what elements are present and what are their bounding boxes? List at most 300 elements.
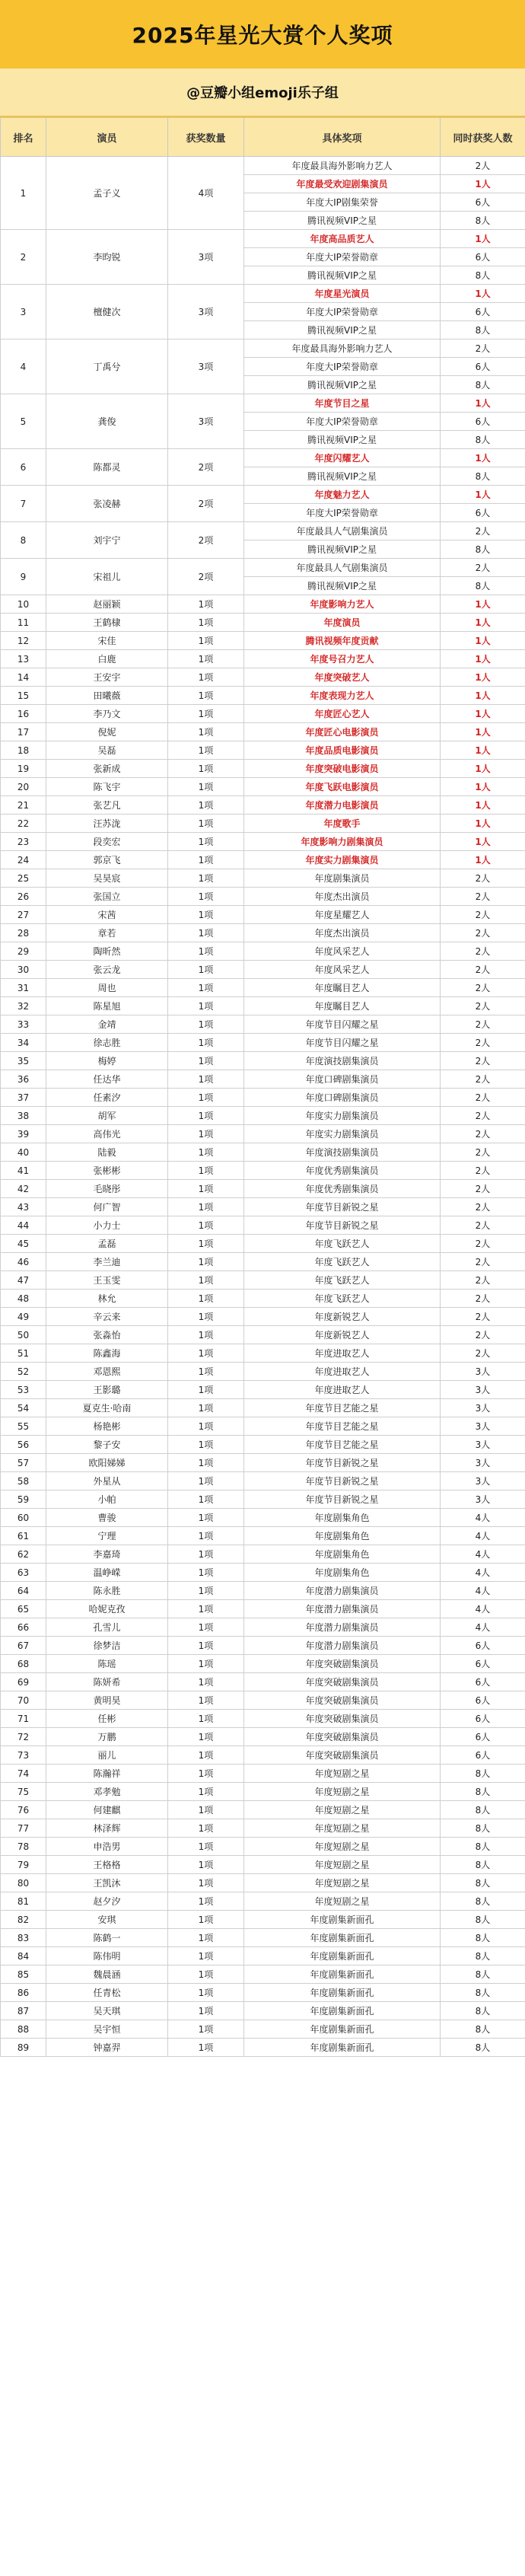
- table-row: [1, 1856, 525, 1874]
- table-row: [1, 1911, 525, 1929]
- award-cell: 腾讯视频VIP之星: [244, 266, 441, 285]
- cowinner-count-cell: 8人: [441, 376, 525, 394]
- award-cell: 年度剧集新面孔: [244, 2002, 441, 2020]
- cowinner-count-cell: 1人: [441, 614, 525, 632]
- actor-cell: 梅婷: [46, 1052, 168, 1070]
- table-row: [1, 449, 525, 467]
- actor-cell: 李嘉琦: [46, 1545, 168, 1564]
- rank-cell: 36: [1, 1070, 46, 1089]
- table-row: [1, 705, 525, 723]
- rank-cell: 43: [1, 1198, 46, 1216]
- actor-cell: 杨艳彬: [46, 1417, 168, 1436]
- table-row: [1, 1344, 525, 1363]
- actor-cell: 小力士: [46, 1216, 168, 1235]
- cowinner-count-cell: 8人: [441, 2020, 525, 2039]
- count-cell: 1项: [168, 1271, 244, 1290]
- rank-cell: 37: [1, 1089, 46, 1107]
- award-cell: 年度突破电影演员: [244, 760, 441, 778]
- cowinner-count-cell: 2人: [441, 1125, 525, 1143]
- table-row: [1, 778, 525, 796]
- table-row: [1, 1472, 525, 1490]
- table-row: [1, 595, 525, 614]
- rank-cell: 84: [1, 1947, 46, 1965]
- table-row: [1, 1965, 525, 1984]
- award-cell: 年度口碑剧集演员: [244, 1070, 441, 1089]
- rank-cell: 25: [1, 869, 46, 888]
- award-cell: 腾讯视频VIP之星: [244, 212, 441, 230]
- actor-cell: 钟嘉羿: [46, 2039, 168, 2057]
- cowinner-count-cell: 8人: [441, 1856, 525, 1874]
- count-cell: 1项: [168, 1216, 244, 1235]
- actor-cell: 周也: [46, 979, 168, 997]
- award-cell: 年度节目之星: [244, 394, 441, 413]
- actor-cell: 郭京飞: [46, 851, 168, 869]
- table-row: [1, 723, 525, 741]
- actor-cell: 邓孝勉: [46, 1783, 168, 1801]
- count-cell: 1项: [168, 1180, 244, 1198]
- table-row: [1, 869, 525, 888]
- rank-cell: 72: [1, 1728, 46, 1746]
- cowinner-count-cell: 2人: [441, 1089, 525, 1107]
- table-row: [1, 760, 525, 778]
- award-cell: 年度最具海外影响力艺人: [244, 157, 441, 175]
- award-cell: 年度潜力电影演员: [244, 796, 441, 815]
- cowinner-count-cell: 6人: [441, 303, 525, 321]
- actor-cell: 何广智: [46, 1198, 168, 1216]
- table-row: [1, 961, 525, 979]
- count-cell: 1项: [168, 1417, 244, 1436]
- table-row: [1, 1308, 525, 1326]
- actor-cell: 张国立: [46, 888, 168, 906]
- actor-cell: 黄明昊: [46, 1691, 168, 1710]
- rank-cell: 47: [1, 1271, 46, 1290]
- award-cell: 年度潜力剧集演员: [244, 1582, 441, 1600]
- actor-cell: 孟子义: [46, 157, 168, 230]
- count-cell: 1项: [168, 833, 244, 851]
- award-cell: 年度进取艺人: [244, 1381, 441, 1399]
- actor-cell: 徐梦洁: [46, 1637, 168, 1655]
- table-row: [1, 1417, 525, 1436]
- count-cell: 1项: [168, 1472, 244, 1490]
- cowinner-count-cell: 8人: [441, 1801, 525, 1819]
- rank-cell: 44: [1, 1216, 46, 1235]
- rank-cell: 1: [1, 157, 46, 230]
- cowinner-count-cell: 6人: [441, 504, 525, 522]
- header-award: 具体奖项: [244, 118, 441, 157]
- count-cell: 1项: [168, 1947, 244, 1965]
- actor-cell: 张艺凡: [46, 796, 168, 815]
- award-cell: 年度最受欢迎剧集演员: [244, 175, 441, 193]
- table-row: [1, 1490, 525, 1509]
- count-cell: 4项: [168, 157, 244, 230]
- cowinner-count-cell: 2人: [441, 906, 525, 924]
- actor-cell: 李昀锐: [46, 230, 168, 285]
- cowinner-count-cell: 2人: [441, 1107, 525, 1125]
- count-cell: 1项: [168, 1582, 244, 1600]
- award-cell: 年度实力剧集演员: [244, 1107, 441, 1125]
- rank-cell: 45: [1, 1235, 46, 1253]
- cowinner-count-cell: 8人: [441, 1929, 525, 1947]
- actor-cell: 白鹿: [46, 650, 168, 668]
- table-row: [1, 979, 525, 997]
- actor-cell: 陈瑶: [46, 1655, 168, 1673]
- count-cell: 1项: [168, 741, 244, 760]
- cowinner-count-cell: 2人: [441, 1326, 525, 1344]
- count-cell: 1项: [168, 979, 244, 997]
- award-cell: 年度短剧之星: [244, 1892, 441, 1911]
- table-row: [1, 1436, 525, 1454]
- cowinner-count-cell: 1人: [441, 175, 525, 193]
- table-row: [1, 1874, 525, 1892]
- count-cell: 1项: [168, 1965, 244, 1984]
- award-cell: 年度短剧之星: [244, 1856, 441, 1874]
- count-cell: 1项: [168, 796, 244, 815]
- count-cell: 1项: [168, 1454, 244, 1472]
- rank-cell: 59: [1, 1490, 46, 1509]
- count-cell: 1项: [168, 1509, 244, 1527]
- cowinner-count-cell: 8人: [441, 1911, 525, 1929]
- actor-cell: 陈飞宇: [46, 778, 168, 796]
- rank-cell: 77: [1, 1819, 46, 1838]
- table-row: [1, 1143, 525, 1162]
- award-cell: 年度短剧之星: [244, 1801, 441, 1819]
- table-row: [1, 1180, 525, 1198]
- table-row: [1, 1947, 525, 1965]
- cowinner-count-cell: 6人: [441, 358, 525, 376]
- actor-cell: 王鹤棣: [46, 614, 168, 632]
- cowinner-count-cell: 2人: [441, 1290, 525, 1308]
- count-cell: 1项: [168, 1746, 244, 1765]
- award-cell: 腾讯视频VIP之星: [244, 467, 441, 486]
- actor-cell: 张新成: [46, 760, 168, 778]
- rank-cell: 42: [1, 1180, 46, 1198]
- rank-cell: 6: [1, 449, 46, 486]
- table-row: [1, 1801, 525, 1819]
- actor-cell: 高伟光: [46, 1125, 168, 1143]
- cowinner-count-cell: 1人: [441, 760, 525, 778]
- rank-cell: 67: [1, 1637, 46, 1655]
- award-cell: 年度突破剧集演员: [244, 1673, 441, 1691]
- cowinner-count-cell: 2人: [441, 340, 525, 358]
- count-cell: 1项: [168, 760, 244, 778]
- count-cell: 1项: [168, 1490, 244, 1509]
- table-row: [1, 1034, 525, 1052]
- award-cell: 年度潜力剧集演员: [244, 1637, 441, 1655]
- header-actor: 演员: [46, 118, 168, 157]
- count-cell: 3项: [168, 340, 244, 394]
- rank-cell: 26: [1, 888, 46, 906]
- table-row: [1, 230, 525, 248]
- count-cell: 1项: [168, 614, 244, 632]
- count-cell: 1项: [168, 1728, 244, 1746]
- actor-cell: 陈伟明: [46, 1947, 168, 1965]
- rank-cell: 83: [1, 1929, 46, 1947]
- rank-cell: 58: [1, 1472, 46, 1490]
- actor-cell: 孔雪儿: [46, 1618, 168, 1637]
- cowinner-count-cell: 3人: [441, 1381, 525, 1399]
- count-cell: 1项: [168, 924, 244, 942]
- rank-cell: 66: [1, 1618, 46, 1637]
- rank-cell: 68: [1, 1655, 46, 1673]
- table-row: [1, 1710, 525, 1728]
- actor-cell: 小帕: [46, 1490, 168, 1509]
- count-cell: 1项: [168, 1326, 244, 1344]
- count-cell: 1项: [168, 1564, 244, 1582]
- cowinner-count-cell: 3人: [441, 1472, 525, 1490]
- cowinner-count-cell: 2人: [441, 1162, 525, 1180]
- actor-cell: 夏克生·哈南: [46, 1399, 168, 1417]
- cowinner-count-cell: 6人: [441, 193, 525, 212]
- cowinner-count-cell: 2人: [441, 1271, 525, 1290]
- count-cell: 1项: [168, 906, 244, 924]
- rank-cell: 3: [1, 285, 46, 340]
- table-row: [1, 1527, 525, 1545]
- award-cell: 年度风采艺人: [244, 942, 441, 961]
- cowinner-count-cell: 2人: [441, 1070, 525, 1089]
- count-cell: 1项: [168, 1801, 244, 1819]
- table-row: [1, 1582, 525, 1600]
- cowinner-count-cell: 1人: [441, 449, 525, 467]
- cowinner-count-cell: 2人: [441, 888, 525, 906]
- cowinner-count-cell: 8人: [441, 1984, 525, 2002]
- cowinner-count-cell: 2人: [441, 559, 525, 577]
- rank-cell: 49: [1, 1308, 46, 1326]
- rank-cell: 19: [1, 760, 46, 778]
- actor-cell: 胡军: [46, 1107, 168, 1125]
- count-cell: 2项: [168, 559, 244, 595]
- rank-cell: 75: [1, 1783, 46, 1801]
- cowinner-count-cell: 2人: [441, 522, 525, 540]
- count-cell: 1项: [168, 1819, 244, 1838]
- count-cell: 1项: [168, 1070, 244, 1089]
- table-row: [1, 1509, 525, 1527]
- rank-cell: 52: [1, 1363, 46, 1381]
- actor-cell: 陆毅: [46, 1143, 168, 1162]
- award-cell: 年度剧集新面孔: [244, 2039, 441, 2057]
- cowinner-count-cell: 2人: [441, 1180, 525, 1198]
- actor-cell: 赵丽颖: [46, 595, 168, 614]
- count-cell: 1项: [168, 1143, 244, 1162]
- count-cell: 1项: [168, 1436, 244, 1454]
- rank-cell: 28: [1, 924, 46, 942]
- cowinner-count-cell: 6人: [441, 248, 525, 266]
- award-cell: 年度优秀剧集演员: [244, 1162, 441, 1180]
- rank-cell: 33: [1, 1015, 46, 1034]
- table-row: [1, 851, 525, 869]
- cowinner-count-cell: 3人: [441, 1436, 525, 1454]
- actor-cell: 万鹏: [46, 1728, 168, 1746]
- table-row: [1, 1673, 525, 1691]
- table-row: [1, 157, 525, 175]
- cowinner-count-cell: 2人: [441, 1015, 525, 1034]
- count-cell: 1项: [168, 1765, 244, 1783]
- rank-cell: 78: [1, 1838, 46, 1856]
- rank-cell: 23: [1, 833, 46, 851]
- actor-cell: 林泽辉: [46, 1819, 168, 1838]
- rank-cell: 17: [1, 723, 46, 741]
- table-row: [1, 1783, 525, 1801]
- count-cell: 1项: [168, 851, 244, 869]
- cowinner-count-cell: 2人: [441, 997, 525, 1015]
- actor-cell: 孟磊: [46, 1235, 168, 1253]
- award-cell: 年度剧集角色: [244, 1545, 441, 1564]
- cowinner-count-cell: 1人: [441, 486, 525, 504]
- actor-cell: 陈妍希: [46, 1673, 168, 1691]
- cowinner-count-cell: 3人: [441, 1490, 525, 1509]
- award-cell: 年度杰出演员: [244, 924, 441, 942]
- table-row: [1, 1399, 525, 1417]
- award-cell: 年度匠心电影演员: [244, 723, 441, 741]
- actor-cell: 欧阳娣娣: [46, 1454, 168, 1472]
- actor-cell: 任彬: [46, 1710, 168, 1728]
- award-cell: 年度节目新锐之星: [244, 1490, 441, 1509]
- subtitle-bar: [0, 69, 525, 117]
- count-cell: 1项: [168, 1363, 244, 1381]
- table-row: [1, 796, 525, 815]
- award-cell: 年度飞跃艺人: [244, 1290, 441, 1308]
- award-cell: 腾讯视频年度贡献: [244, 632, 441, 650]
- award-cell: 年度最具人气剧集演员: [244, 522, 441, 540]
- count-cell: 1项: [168, 1399, 244, 1417]
- actor-cell: 吴宇恒: [46, 2020, 168, 2039]
- award-cell: 年度风采艺人: [244, 961, 441, 979]
- award-cell: 年度剧集新面孔: [244, 1911, 441, 1929]
- table-row: [1, 340, 525, 358]
- table-row: [1, 522, 525, 540]
- table-row: [1, 1089, 525, 1107]
- table-row: [1, 1198, 525, 1216]
- actor-cell: 赵夕汐: [46, 1892, 168, 1911]
- rank-cell: 74: [1, 1765, 46, 1783]
- header-count: 获奖数量: [168, 118, 244, 157]
- actor-cell: 宋茜: [46, 906, 168, 924]
- cowinner-count-cell: 8人: [441, 321, 525, 340]
- table-row: [1, 1691, 525, 1710]
- cowinner-count-cell: 1人: [441, 851, 525, 869]
- cowinner-count-cell: 2人: [441, 1253, 525, 1271]
- count-cell: 1项: [168, 1783, 244, 1801]
- actor-cell: 曹骏: [46, 1509, 168, 1527]
- table-row: [1, 1838, 525, 1856]
- award-cell: 年度突破剧集演员: [244, 1710, 441, 1728]
- award-cell: 年度剧集新面孔: [244, 1965, 441, 1984]
- award-cell: 年度优秀剧集演员: [244, 1180, 441, 1198]
- cowinner-count-cell: 4人: [441, 1545, 525, 1564]
- subtitle: @豆瓣小组emoji乐子组: [186, 85, 339, 101]
- award-cell: 年度魅力艺人: [244, 486, 441, 504]
- award-cell: 年度最具人气剧集演员: [244, 559, 441, 577]
- cowinner-count-cell: 6人: [441, 1710, 525, 1728]
- cowinner-count-cell: 8人: [441, 2039, 525, 2057]
- award-cell: 年度影响力剧集演员: [244, 833, 441, 851]
- cowinner-count-cell: 2人: [441, 1308, 525, 1326]
- rank-cell: 50: [1, 1326, 46, 1344]
- count-cell: 1项: [168, 1637, 244, 1655]
- award-cell: 年度节目闪耀之星: [244, 1034, 441, 1052]
- actor-cell: 王影璐: [46, 1381, 168, 1399]
- count-cell: 1项: [168, 1162, 244, 1180]
- table-row: [1, 1819, 525, 1838]
- actor-cell: 汪苏泷: [46, 815, 168, 833]
- table-row: [1, 1070, 525, 1089]
- count-cell: 1项: [168, 1235, 244, 1253]
- cowinner-count-cell: 6人: [441, 1728, 525, 1746]
- count-cell: 1项: [168, 1874, 244, 1892]
- table-header: [1, 118, 525, 157]
- cowinner-count-cell: 2人: [441, 1216, 525, 1235]
- rank-cell: 80: [1, 1874, 46, 1892]
- cowinner-count-cell: 6人: [441, 1637, 525, 1655]
- rank-cell: 27: [1, 906, 46, 924]
- cowinner-count-cell: 2人: [441, 924, 525, 942]
- actor-cell: 李乃文: [46, 705, 168, 723]
- actor-cell: 陈星旭: [46, 997, 168, 1015]
- cowinner-count-cell: 4人: [441, 1564, 525, 1582]
- award-cell: 年度节目新锐之星: [244, 1198, 441, 1216]
- count-cell: 1项: [168, 1710, 244, 1728]
- actor-cell: 宋祖儿: [46, 559, 168, 595]
- cowinner-count-cell: 8人: [441, 2002, 525, 2020]
- cowinner-count-cell: 1人: [441, 595, 525, 614]
- cowinner-count-cell: 4人: [441, 1618, 525, 1637]
- actor-cell: 安琪: [46, 1911, 168, 1929]
- award-cell: 年度潜力剧集演员: [244, 1618, 441, 1637]
- actor-cell: 徐志胜: [46, 1034, 168, 1052]
- count-cell: 2项: [168, 522, 244, 559]
- table-row: [1, 687, 525, 705]
- table-row: [1, 1765, 525, 1783]
- cowinner-count-cell: 8人: [441, 1765, 525, 1783]
- count-cell: 1项: [168, 595, 244, 614]
- actor-cell: 任青松: [46, 1984, 168, 2002]
- table-row: [1, 668, 525, 687]
- cowinner-count-cell: 8人: [441, 467, 525, 486]
- cowinner-count-cell: 4人: [441, 1527, 525, 1545]
- count-cell: 1项: [168, 1545, 244, 1564]
- actor-cell: 温峥嵘: [46, 1564, 168, 1582]
- rank-cell: 81: [1, 1892, 46, 1911]
- count-cell: 1项: [168, 997, 244, 1015]
- cowinner-count-cell: 6人: [441, 1673, 525, 1691]
- table-row: [1, 1454, 525, 1472]
- cowinner-count-cell: 8人: [441, 1965, 525, 1984]
- award-cell: 年度短剧之星: [244, 1783, 441, 1801]
- table-row: [1, 1728, 525, 1746]
- rank-cell: 57: [1, 1454, 46, 1472]
- count-cell: 1项: [168, 1015, 244, 1034]
- actor-cell: 林允: [46, 1290, 168, 1308]
- award-cell: 年度剧集新面孔: [244, 1929, 441, 1947]
- actor-cell: 陈鑫海: [46, 1344, 168, 1363]
- award-cell: 年度剧集新面孔: [244, 1984, 441, 2002]
- table-row: [1, 1892, 525, 1911]
- table-row: [1, 1381, 525, 1399]
- table-row: [1, 2002, 525, 2020]
- table-row: [1, 906, 525, 924]
- award-cell: 年度歌手: [244, 815, 441, 833]
- actor-cell: 魏晨涵: [46, 1965, 168, 1984]
- table-row: [1, 650, 525, 668]
- rank-cell: 85: [1, 1965, 46, 1984]
- count-cell: 1项: [168, 1984, 244, 2002]
- actor-cell: 吴昊宸: [46, 869, 168, 888]
- count-cell: 1项: [168, 650, 244, 668]
- actor-cell: 张云龙: [46, 961, 168, 979]
- rank-cell: 62: [1, 1545, 46, 1564]
- award-cell: 年度短剧之星: [244, 1819, 441, 1838]
- table-row: [1, 1655, 525, 1673]
- award-cell: 年度口碑剧集演员: [244, 1089, 441, 1107]
